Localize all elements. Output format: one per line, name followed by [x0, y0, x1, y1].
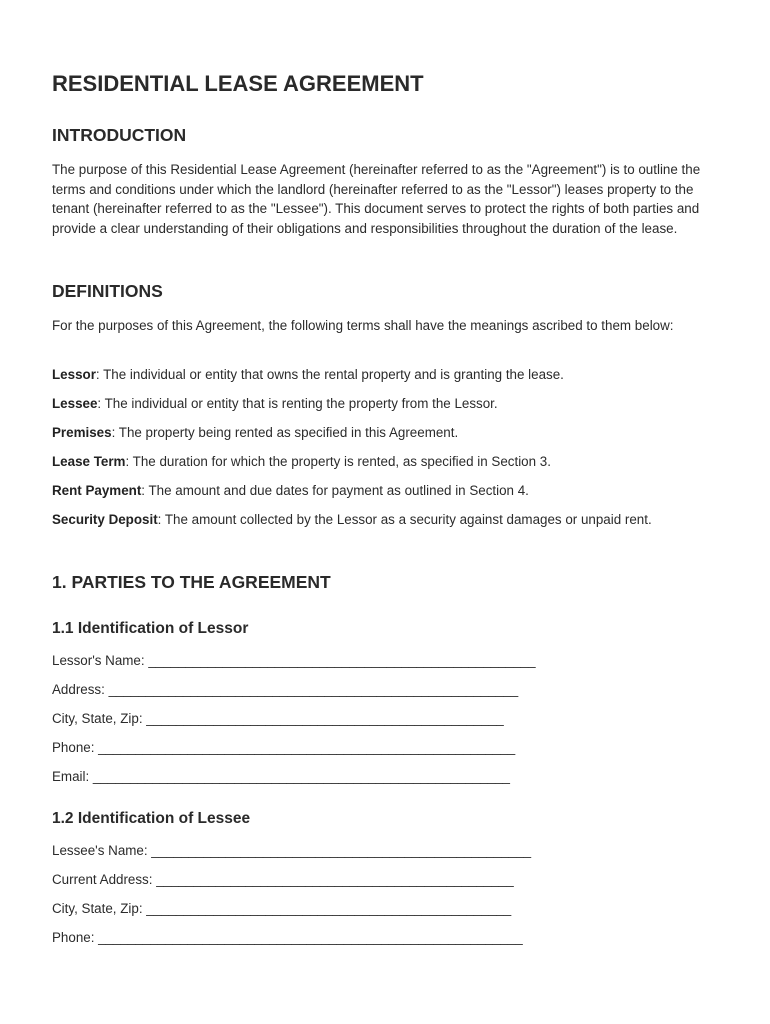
definition-item-security-deposit — [52, 510, 720, 530]
definition-text: : The property being rented as specified in this Agreement. — [111, 425, 459, 440]
lessor-phone-field[interactable]: Phone: ________________________________________________________ — [52, 740, 516, 755]
lessor-address-field[interactable]: Address: _______________________________________________________ — [52, 682, 519, 697]
document-title: RESIDENTIAL LEASE AGREEMENT — [52, 71, 424, 96]
definition-term: Security Deposit — [52, 512, 158, 527]
definition-text: : The individual or entity that is renting the property from the Lessor. — [97, 396, 498, 411]
lessor-email-field[interactable]: Email: ________________________________________________________ — [52, 769, 510, 784]
definition-item-lease-term — [52, 452, 720, 472]
definition-term: Lease Term — [52, 454, 126, 469]
introduction-text: The purpose of this Residential Lease Agreement (hereinafter referred to as the "Agreement") is to outline the terms and conditions under which the landlord (hereinafter referred to as the "Lessor") leases property to the tenant (hereinafter referred to as the "Lessee"). This document serves to protect the rights of both parties and provide a clear understanding of their obligations and responsibilities throughout the duration of the lease. — [52, 162, 701, 236]
definition-text: : The individual or entity that owns the rental property and is granting the lease. — [95, 367, 564, 382]
definition-term: Premises — [52, 425, 112, 440]
lessor-identification-heading: 1.1 Identification of Lessor — [52, 620, 249, 637]
lessee-name-field[interactable]: Lessee's Name: ___________________________________________________ — [52, 843, 532, 858]
section-1-heading: 1. PARTIES TO THE AGREEMENT — [52, 572, 331, 592]
definition-term: Rent Payment — [52, 483, 142, 498]
definition-text: : The amount collected by the Lessor as a security against damages or unpaid rent. — [157, 512, 652, 527]
definition-item-lessor — [52, 365, 720, 385]
definition-item-lessee — [52, 394, 720, 414]
definition-term: Lessor — [52, 367, 96, 382]
definition-item-rent-payment — [52, 481, 720, 501]
definition-term: Lessee — [52, 396, 98, 411]
definitions-heading: DEFINITIONS — [52, 281, 163, 301]
definition-item-premises — [52, 423, 720, 443]
definition-text: : The duration for which the property is rented, as specified in Section 3. — [125, 454, 551, 469]
lessor-city-state-zip-field[interactable]: City, State, Zip: ________________________________________________ — [52, 711, 504, 726]
introduction-heading: INTRODUCTION — [52, 125, 187, 145]
lessee-city-state-zip-field[interactable]: City, State, Zip: _________________________________________________ — [52, 901, 512, 916]
lessee-identification-heading: 1.2 Identification of Lessee — [52, 810, 251, 827]
lessor-name-field[interactable]: Lessor's Name: ____________________________________________________ — [52, 653, 536, 668]
definition-text: : The amount and due dates for payment as outlined in Section 4. — [141, 483, 529, 498]
lessee-phone-field[interactable]: Phone: _________________________________________________________ — [52, 930, 523, 945]
definitions-intro: For the purposes of this Agreement, the following terms shall have the meanings ascribed to them below: — [52, 318, 674, 333]
lessee-current-address-field[interactable]: Current Address: ________________________________________________ — [52, 872, 514, 887]
